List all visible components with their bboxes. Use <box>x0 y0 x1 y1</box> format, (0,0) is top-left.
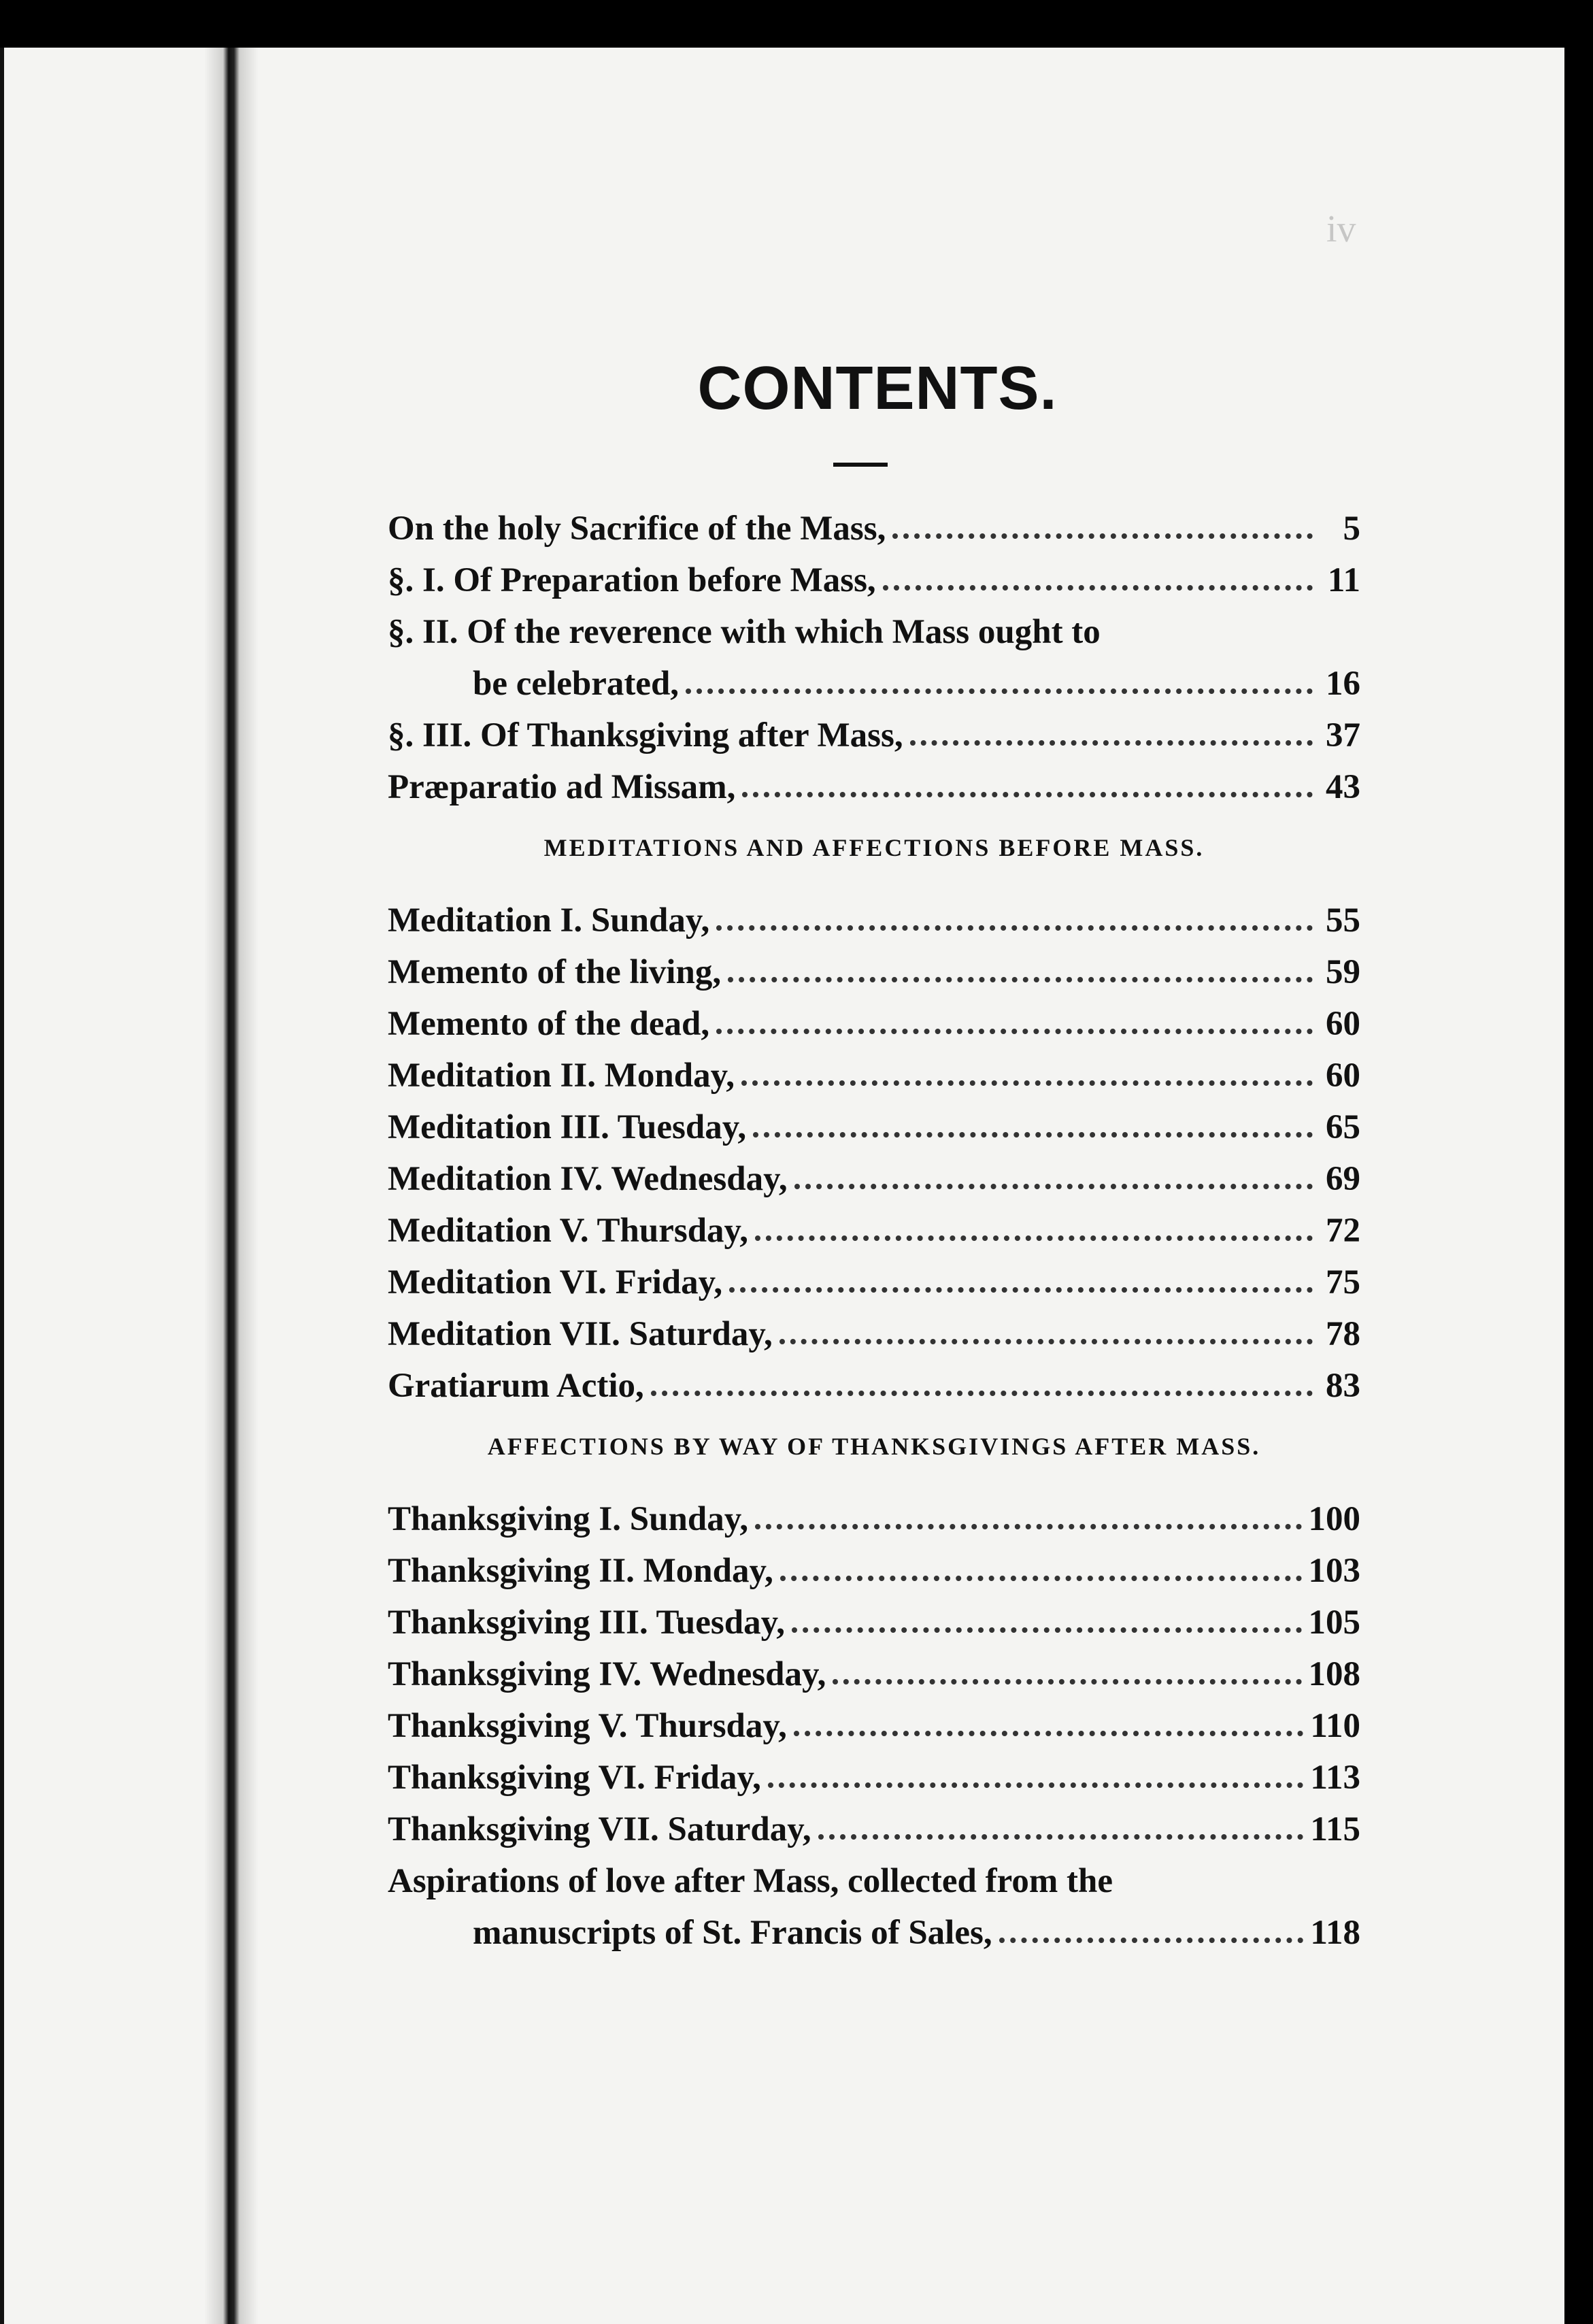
toc-page-number: 43 <box>1326 768 1360 806</box>
toc-leader-dots <box>729 1280 1313 1293</box>
toc-section-thanksgivings <box>388 1487 1360 1953</box>
toc-page-number: 100 <box>1308 1500 1360 1538</box>
toc-entry-line <box>388 1849 1360 1901</box>
toc-leader-dots <box>780 1569 1302 1581</box>
toc-entry <box>388 755 1360 807</box>
table-of-contents <box>388 497 1360 1953</box>
toc-page-number: 59 <box>1326 953 1360 991</box>
toc-leader-dots <box>728 970 1313 982</box>
toc-page-number: 72 <box>1326 1212 1360 1250</box>
toc-entry <box>388 1250 1360 1302</box>
toc-entry-title: Thanksgiving III. Tuesday, <box>388 1604 786 1642</box>
toc-page-number: 78 <box>1326 1315 1360 1353</box>
toc-entry <box>388 1147 1360 1199</box>
toc-entry-title: Thanksgiving I. Sunday, <box>388 1500 749 1538</box>
toc-entry-title: Gratiarum Actio, <box>388 1367 644 1405</box>
toc-page-number: 105 <box>1308 1604 1360 1642</box>
toc-leader-dots <box>818 1827 1304 1840</box>
toc-leader-dots <box>753 1125 1313 1138</box>
page-title: CONTENTS. <box>697 354 1058 422</box>
toc-leader-dots <box>651 1384 1313 1396</box>
toc-entry-title: §. II. Of the reverence with which Mass ought to <box>388 613 1101 651</box>
toc-entry <box>388 600 1360 703</box>
toc-entry <box>388 703 1360 755</box>
toc-entry-title: Memento of the living, <box>388 953 722 991</box>
toc-page-number: 118 <box>1310 1914 1360 1952</box>
toc-entry <box>388 1354 1360 1406</box>
toc-entry-line <box>388 1901 1360 1953</box>
section-heading-meditations: MEDITATIONS AND AFFECTIONS BEFORE MASS. <box>543 834 1205 861</box>
toc-entry-title: Aspirations of love after Mass, collected from the <box>388 1862 1113 1900</box>
toc-section-top <box>388 497 1360 807</box>
toc-entry-title: §. III. Of Thanksgiving after Mass, <box>388 716 903 754</box>
toc-leader-dots <box>999 1931 1304 1943</box>
toc-entry-title: Meditation V. Thursday, <box>388 1212 748 1250</box>
toc-page-number: 60 <box>1326 1057 1360 1095</box>
toc-leader-dots <box>792 1621 1301 1633</box>
toc-entry-title: Meditation VII. Saturday, <box>388 1315 773 1353</box>
title-rule <box>833 463 888 467</box>
toc-leader-dots <box>883 578 1313 591</box>
toc-leader-dots <box>833 1672 1301 1684</box>
toc-entry <box>388 1095 1360 1147</box>
toc-page-number: 16 <box>1326 665 1360 703</box>
toc-entry-line <box>388 652 1360 703</box>
toc-entry-title: Meditation VI. Friday, <box>388 1263 723 1301</box>
toc-entry <box>388 1044 1360 1095</box>
toc-entry-title-continued: be celebrated, <box>473 665 680 703</box>
toc-page-number: 113 <box>1310 1759 1360 1797</box>
toc-leader-dots <box>686 682 1313 694</box>
toc-page-number: 110 <box>1310 1707 1360 1745</box>
toc-entry <box>388 1302 1360 1354</box>
toc-entry-title: §. I. Of Preparation before Mass, <box>388 561 876 599</box>
toc-leader-dots <box>794 1177 1313 1189</box>
toc-entry-title: Thanksgiving VI. Friday, <box>388 1759 761 1797</box>
toc-entry <box>388 1642 1360 1694</box>
toc-leader-dots <box>794 1724 1303 1736</box>
toc-entry-title: Meditation III. Tuesday, <box>388 1108 747 1146</box>
toc-leader-dots <box>779 1332 1313 1344</box>
page-number: iv <box>1326 208 1356 250</box>
toc-entry <box>388 992 1360 1044</box>
toc-leader-dots <box>716 1022 1313 1034</box>
toc-entry <box>388 548 1360 600</box>
toc-leader-dots <box>716 918 1313 931</box>
toc-entry-title-continued: manuscripts of St. Francis of Sales, <box>473 1914 992 1952</box>
toc-entry <box>388 1591 1360 1642</box>
toc-entry-title: Thanksgiving V. Thursday, <box>388 1707 787 1745</box>
toc-entry-title: Meditation II. Monday, <box>388 1057 735 1095</box>
toc-page-number: 5 <box>1343 510 1360 548</box>
section-heading-thanksgivings: AFFECTIONS BY WAY OF THANKSGIVINGS AFTER MASS. <box>487 1433 1261 1460</box>
toc-page-number: 83 <box>1326 1367 1360 1405</box>
toc-page-number: 75 <box>1326 1263 1360 1301</box>
toc-entry-title: Meditation I. Sunday, <box>388 901 710 940</box>
toc-page-number: 55 <box>1326 901 1360 940</box>
toc-page-number: 103 <box>1308 1552 1360 1590</box>
toc-page-number: 11 <box>1327 561 1360 599</box>
toc-page-number: 108 <box>1308 1655 1360 1693</box>
toc-leader-dots <box>910 733 1313 746</box>
toc-entry <box>388 889 1360 940</box>
toc-entry <box>388 1487 1360 1539</box>
toc-entry-title: Thanksgiving IV. Wednesday, <box>388 1655 826 1693</box>
toc-leader-dots <box>755 1517 1301 1529</box>
toc-entry-title: Memento of the dead, <box>388 1005 710 1043</box>
toc-entry <box>388 1797 1360 1849</box>
toc-page-number: 60 <box>1326 1005 1360 1043</box>
toc-entry <box>388 1694 1360 1746</box>
toc-entry-title: Thanksgiving II. Monday, <box>388 1552 773 1590</box>
toc-leader-dots <box>755 1229 1313 1241</box>
toc-entry <box>388 1849 1360 1953</box>
toc-entry <box>388 1199 1360 1250</box>
toc-entry-title: On the holy Sacrifice of the Mass, <box>388 510 886 548</box>
toc-section-meditations <box>388 889 1360 1406</box>
toc-leader-dots <box>742 785 1313 797</box>
toc-leader-dots <box>741 1074 1313 1086</box>
toc-entry-line <box>388 600 1360 652</box>
toc-entry <box>388 497 1360 548</box>
toc-entry-title: Thanksgiving VII. Saturday, <box>388 1810 811 1848</box>
toc-entry <box>388 940 1360 992</box>
toc-page-number: 65 <box>1326 1108 1360 1146</box>
toc-entry <box>388 1746 1360 1797</box>
toc-page-number: 115 <box>1310 1810 1360 1848</box>
toc-entry <box>388 1539 1360 1591</box>
toc-entry-title: Præparatio ad Missam, <box>388 768 736 806</box>
toc-page-number: 69 <box>1326 1160 1360 1198</box>
toc-entry-title: Meditation IV. Wednesday, <box>388 1160 788 1198</box>
toc-page-number: 37 <box>1326 716 1360 754</box>
toc-leader-dots <box>892 527 1313 539</box>
toc-leader-dots <box>768 1776 1303 1788</box>
